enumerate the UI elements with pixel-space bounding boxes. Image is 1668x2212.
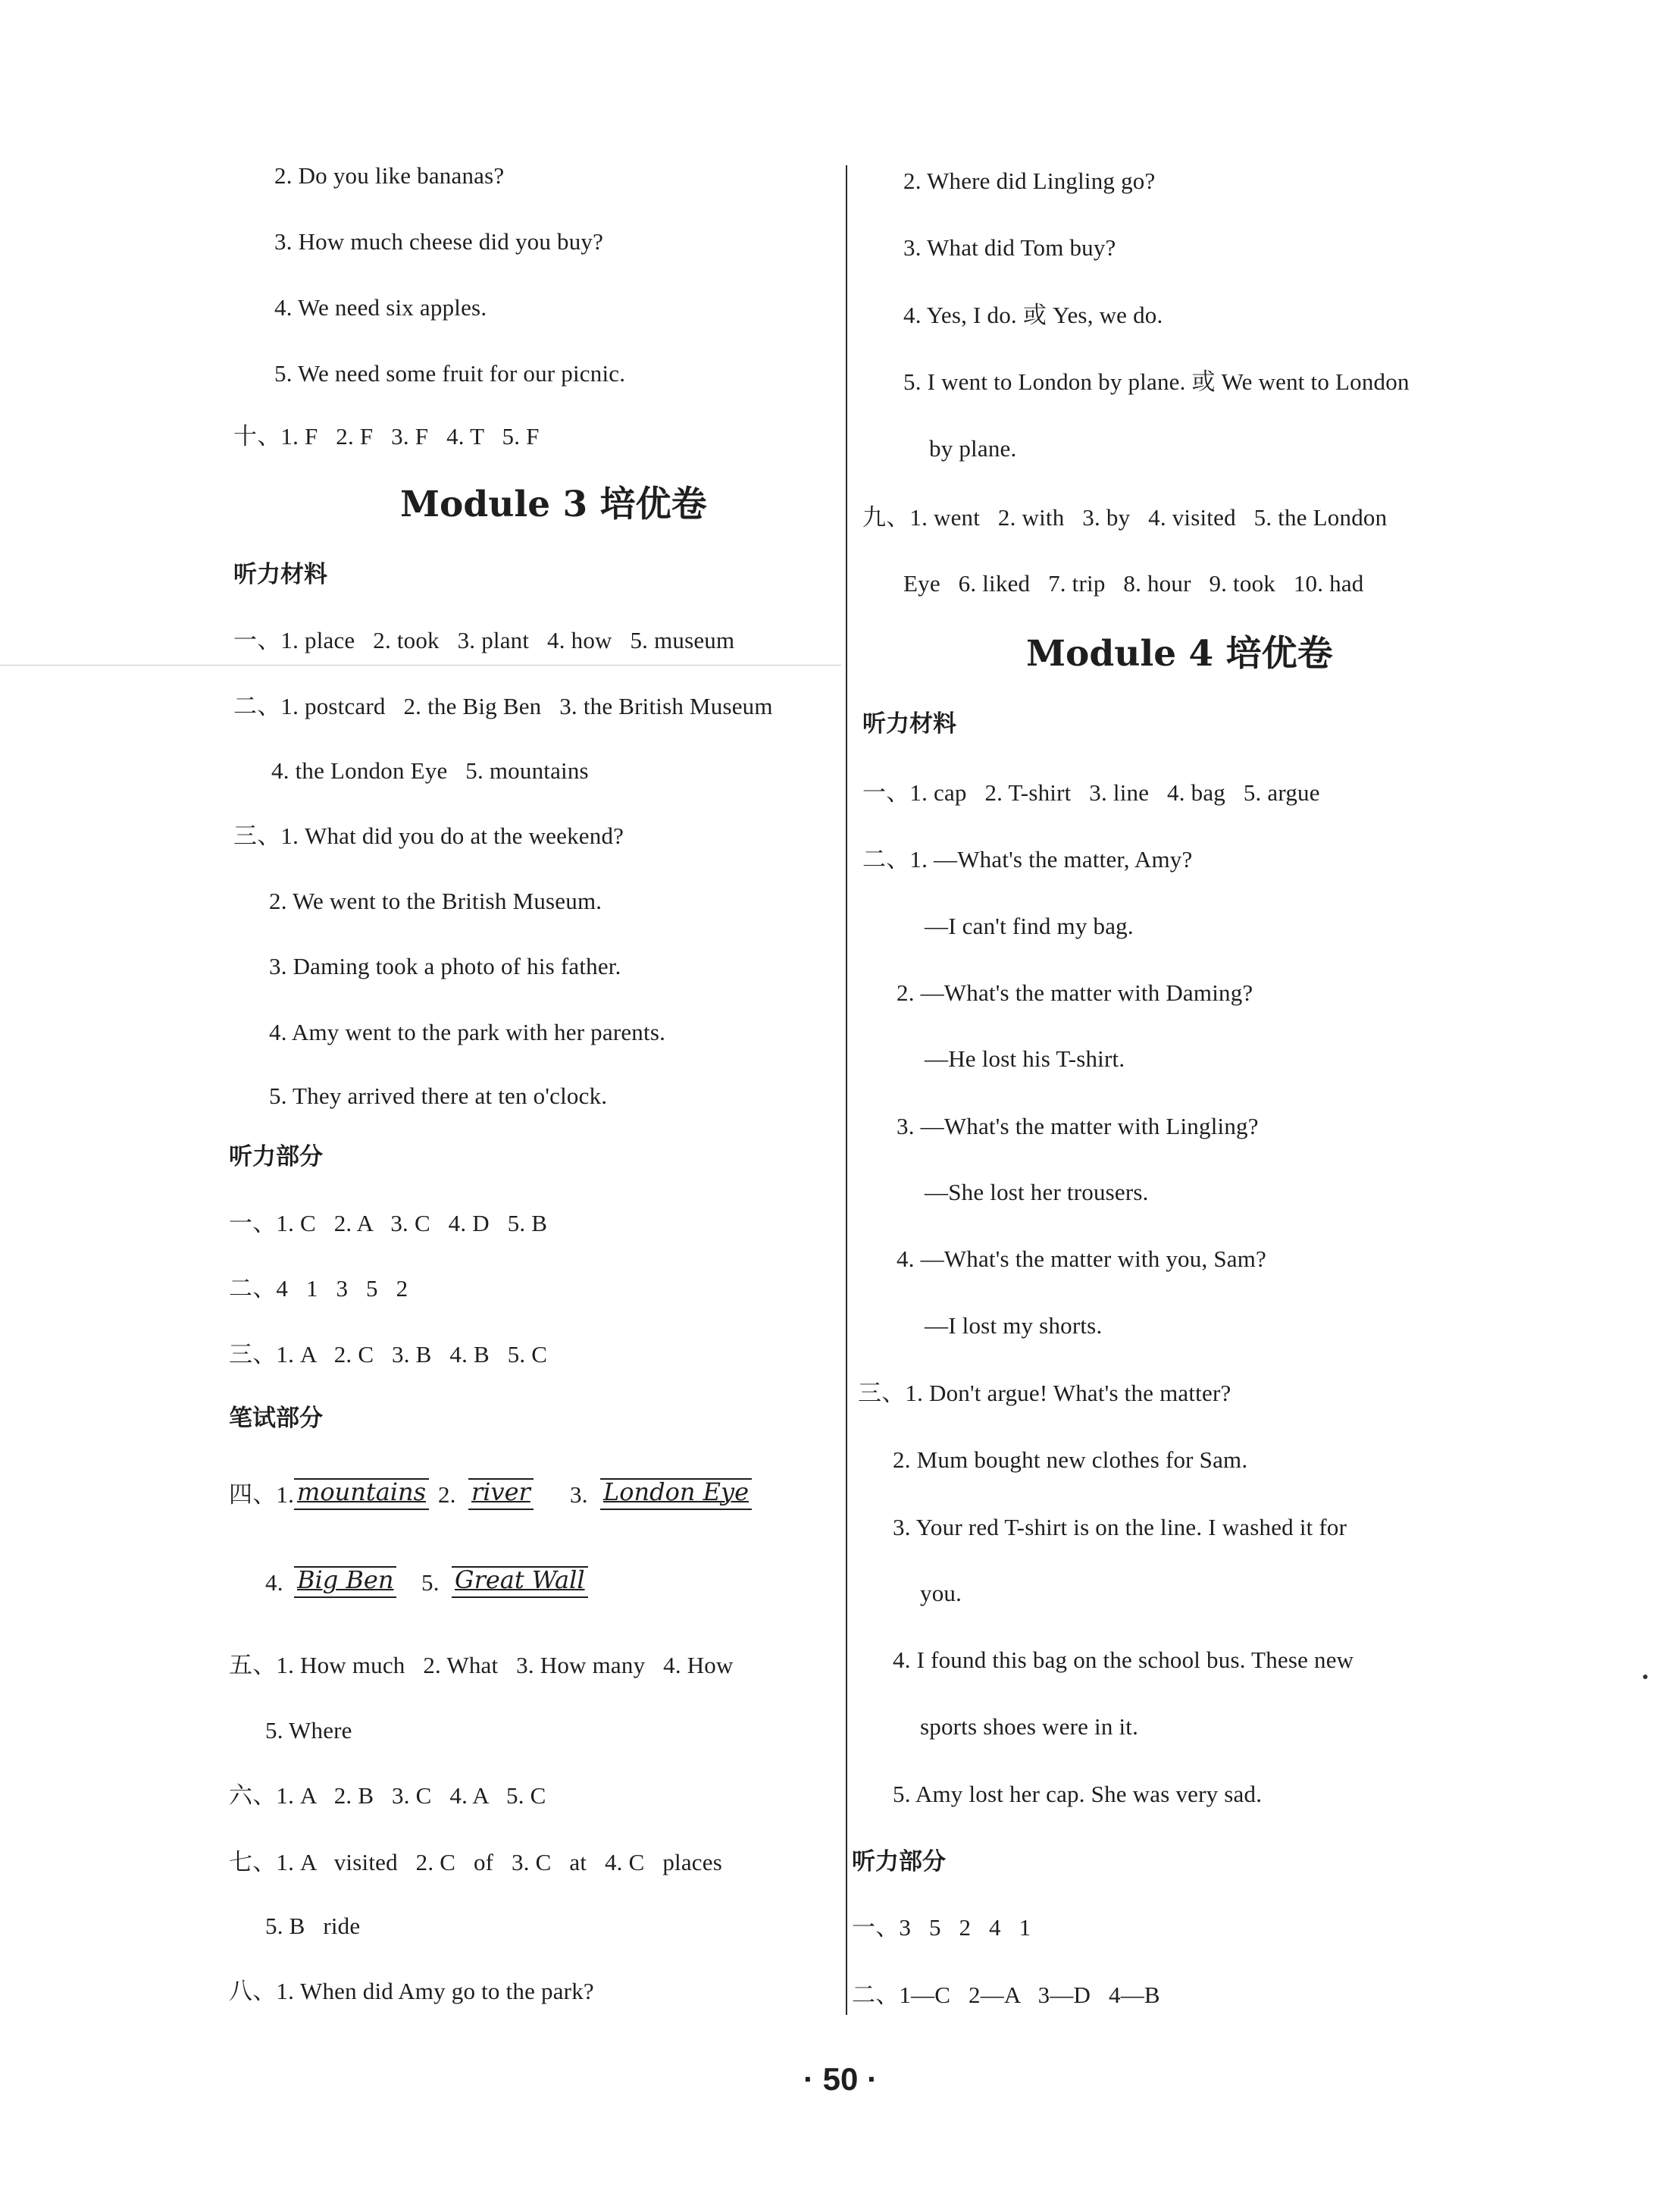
question-number: 四、1.	[229, 1481, 295, 1508]
question-number: 3.	[570, 1481, 588, 1508]
section-heading: 听力材料	[233, 561, 327, 588]
answer-line: 2. Do you like bananas?	[274, 162, 505, 189]
answer-line: 4. Yes, I do. 或 Yes, we do.	[903, 302, 1163, 328]
section-heading: 听力材料	[862, 710, 956, 738]
answer-line: 3. How much cheese did you buy?	[274, 228, 604, 255]
module-4-title: Module 4 培优卷	[1026, 633, 1333, 675]
scan-speck	[1643, 1675, 1648, 1679]
answer-line: 5. We need some fruit for our picnic.	[274, 360, 626, 387]
question-number: 2.	[438, 1481, 456, 1508]
answer-line: 三、1. A 2. C 3. B 4. B 5. C	[229, 1341, 548, 1368]
answer-line: 二、1—C 2—A 3—D 4—B	[852, 1982, 1160, 2008]
answer-line: 3. Daming took a photo of his father.	[269, 953, 621, 979]
answer-line: —I can't find my bag.	[925, 913, 1134, 939]
handwritten-answer: Great Wall	[455, 1565, 585, 1594]
handwritten-answer: Big Ben	[297, 1565, 394, 1594]
answer-line: 4. We need six apples.	[274, 294, 487, 321]
answer-line: sports shoes were in it.	[920, 1713, 1139, 1740]
answer-line: —I lost my shorts.	[925, 1312, 1103, 1339]
answer-line: 3. What did Tom buy?	[903, 234, 1116, 261]
page-number: · 50 ·	[803, 2061, 878, 2097]
section-heading: 听力部分	[852, 1848, 946, 1875]
answer-line: 六、1. A 2. B 3. C 4. A 5. C	[229, 1782, 546, 1809]
answer-line: 4. —What's the matter with you, Sam?	[897, 1245, 1267, 1272]
question-number: 5.	[421, 1569, 440, 1596]
handwritten-answer: river	[471, 1477, 530, 1506]
handwritten-answer: mountains	[297, 1477, 427, 1506]
answer-line: 4. Amy went to the park with her parents.	[269, 1019, 666, 1045]
answer-line: 5. Where	[265, 1717, 352, 1744]
answer-line: 2. —What's the matter with Daming?	[897, 979, 1253, 1006]
handwritten-answer: London Eye	[603, 1477, 750, 1506]
answer-line: 二、1. postcard 2. the Big Ben 3. the British Museum	[233, 693, 773, 719]
answer-line: 一、1. place 2. took 3. plant 4. how 5. museum	[233, 627, 735, 653]
answer-line: 七、1. A visited 2. C of 3. C at 4. C places	[229, 1849, 722, 1875]
answer-line: by plane.	[929, 435, 1017, 462]
answer-line: 一、1. cap 2. T-shirt 3. line 4. bag 5. argue	[862, 779, 1320, 806]
answer-line: 4. I found this bag on the school bus. These new	[893, 1646, 1354, 1673]
answer-line: 八、1. When did Amy go to the park?	[229, 1978, 594, 2004]
answer-line: 5. I went to London by plane. 或 We went to London	[903, 368, 1410, 395]
answer-line: 3. Your red T-shirt is on the line. I washed it for	[893, 1514, 1347, 1540]
answer-line: 2. Mum bought new clothes for Sam.	[893, 1446, 1248, 1473]
answer-line: 十、1. F 2. F 3. F 4. T 5. F	[233, 423, 540, 450]
answer-line: 2. Where did Lingling go?	[903, 168, 1156, 194]
answer-line: 三、1. Don't argue! What's the matter?	[858, 1380, 1231, 1406]
column-divider	[846, 165, 847, 2015]
answer-line: 二、1. —What's the matter, Amy?	[862, 846, 1193, 873]
answer-line: 5. They arrived there at ten o'clock.	[269, 1083, 608, 1109]
answer-line: 3. —What's the matter with Lingling?	[897, 1113, 1259, 1139]
answer-line: 5. B ride	[265, 1913, 361, 1939]
answer-line: 5. Amy lost her cap. She was very sad.	[893, 1781, 1263, 1807]
answer-line: 4. the London Eye 5. mountains	[271, 757, 589, 784]
section-heading: 听力部分	[229, 1143, 323, 1170]
answer-line: 二、4 1 3 5 2	[229, 1275, 408, 1302]
answer-line: 九、1. went 2. with 3. by 4. visited 5. the London	[862, 504, 1388, 531]
answer-line: 2. We went to the British Museum.	[269, 888, 602, 914]
answer-line: 三、1. What did you do at the weekend?	[233, 822, 624, 849]
answer-line: 一、1. C 2. A 3. C 4. D 5. B	[229, 1210, 548, 1236]
question-number: 4.	[265, 1569, 283, 1596]
scan-artifact-line	[0, 665, 841, 666]
module-3-title: Module 3 培优卷	[400, 484, 707, 525]
answer-line: Eye 6. liked 7. trip 8. hour 9. took 10. had	[903, 570, 1364, 597]
answer-line: 五、1. How much 2. What 3. How many 4. How	[229, 1652, 734, 1678]
answer-line: 一、3 5 2 4 1	[852, 1914, 1031, 1941]
section-heading: 笔试部分	[229, 1405, 323, 1432]
answer-line: —She lost her trousers.	[925, 1179, 1149, 1205]
answer-line: you.	[920, 1580, 962, 1606]
answer-line: —He lost his T-shirt.	[925, 1045, 1125, 1072]
